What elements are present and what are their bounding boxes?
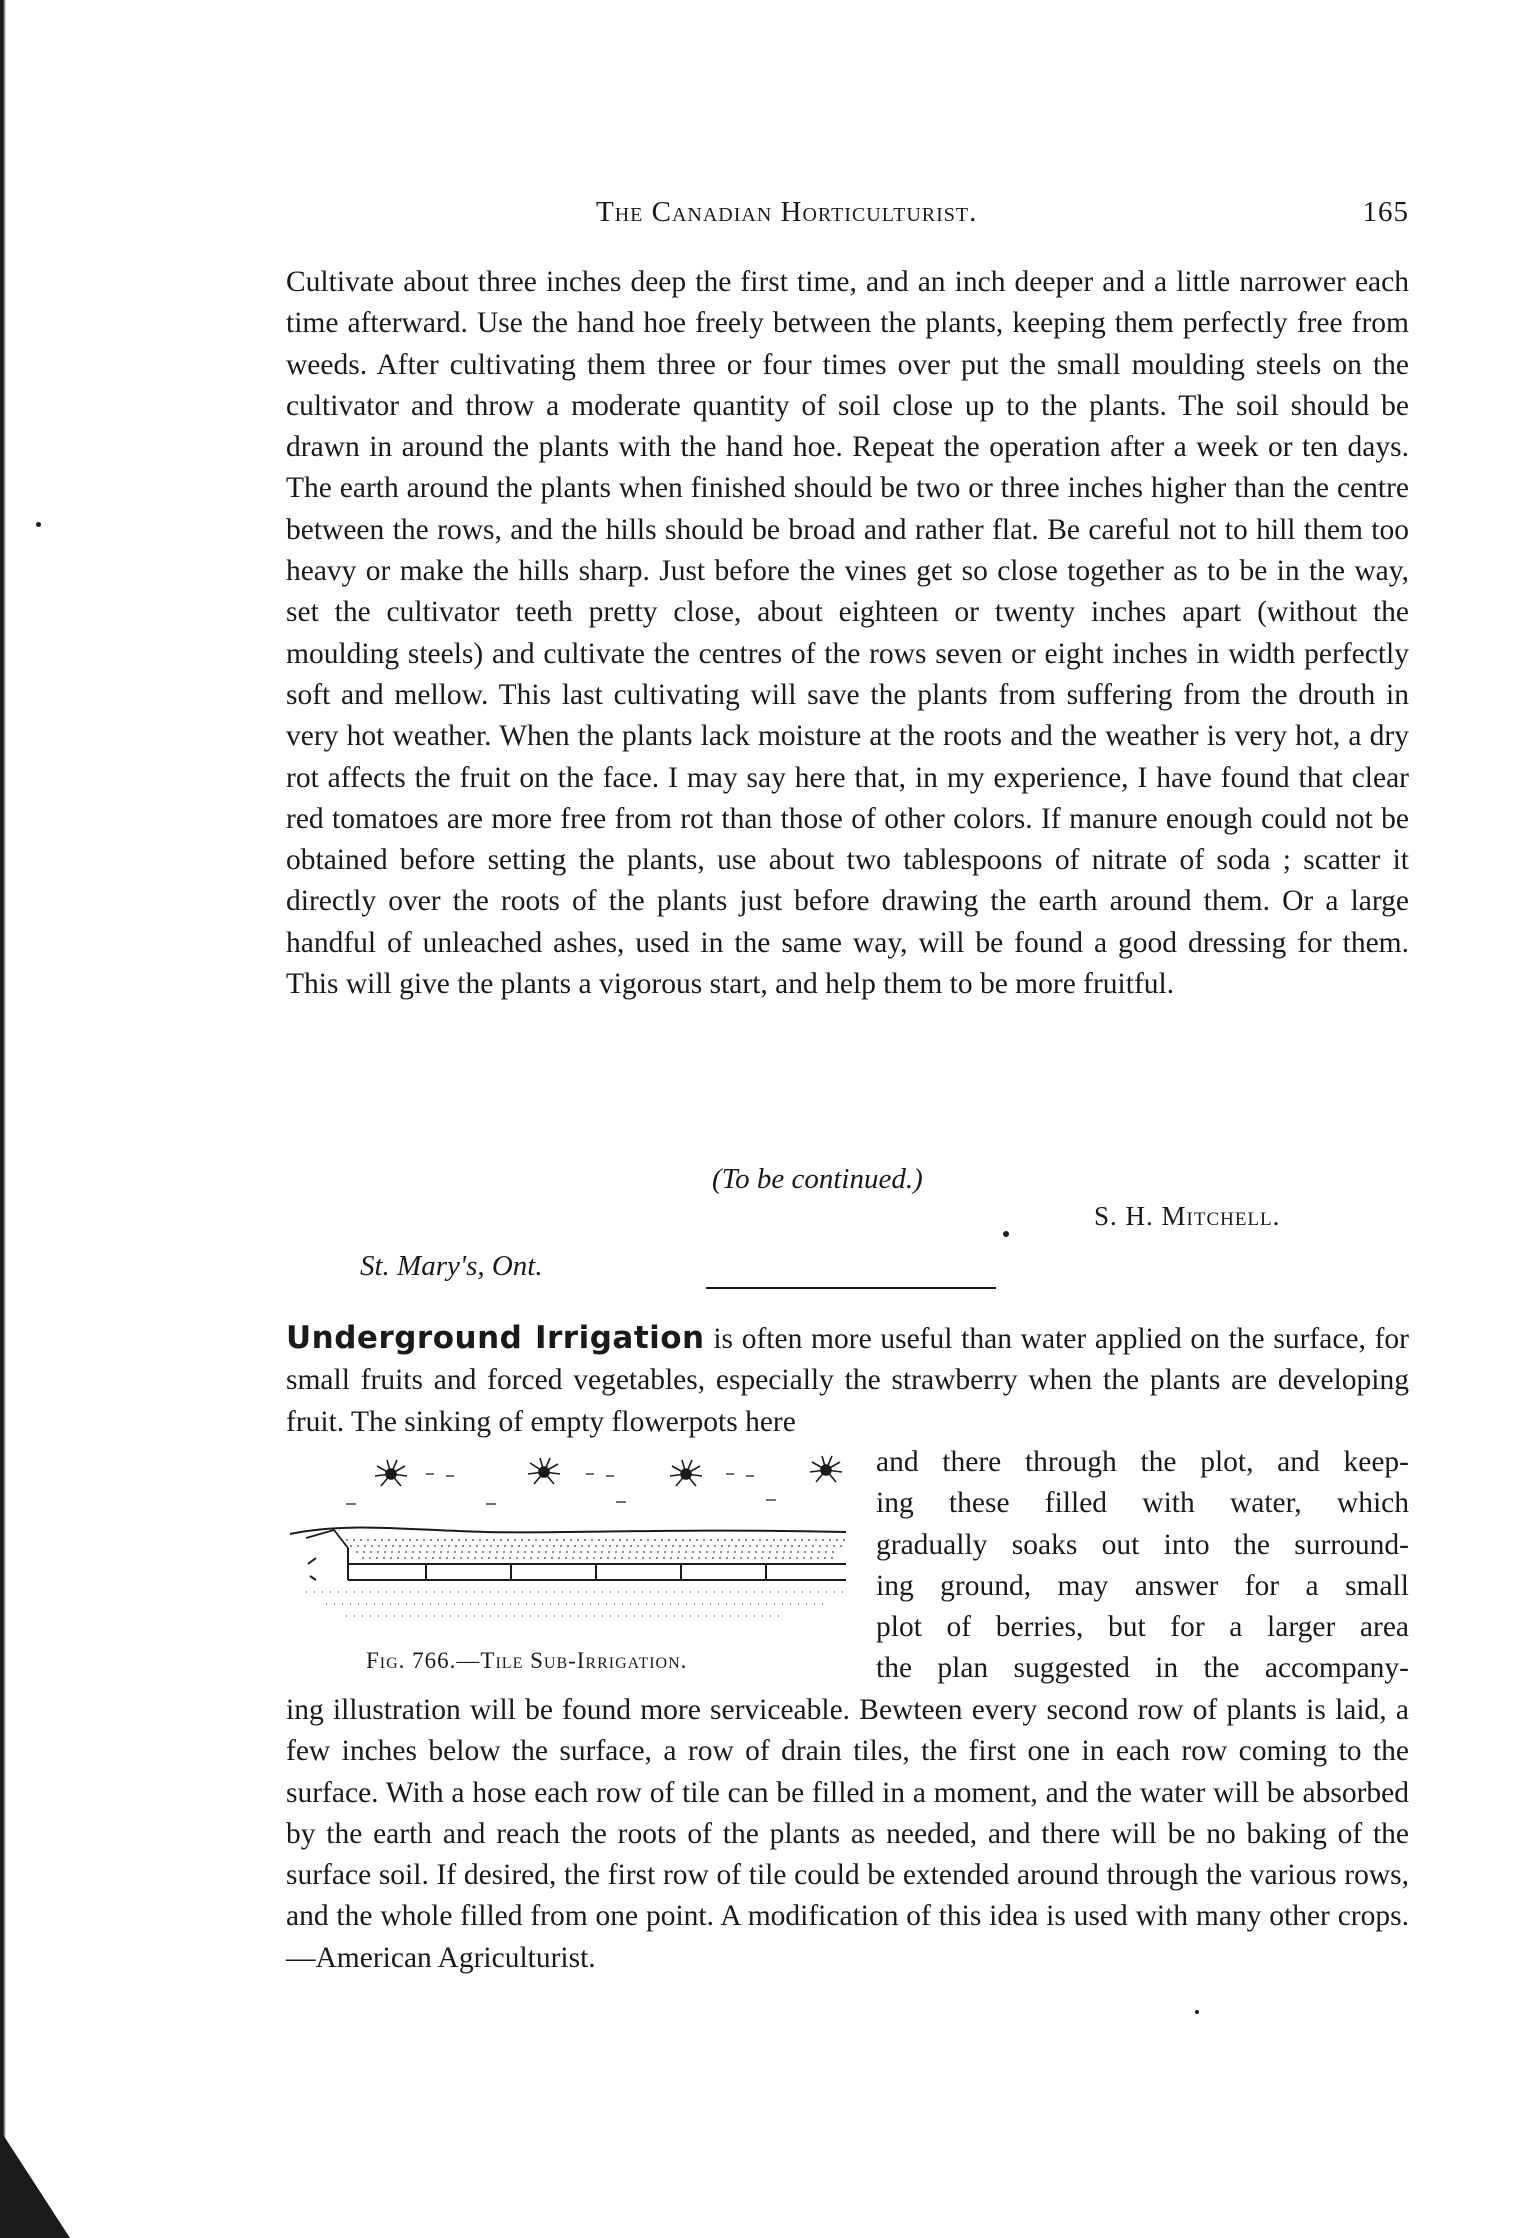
journal-title: The Canadian Horticulturist. xyxy=(596,196,978,228)
article-body-cultivation: Cultivate about three inches deep the first time, and an inch deeper and a little narrower each time afterward. Use the hand hoe freely between the plants, keeping them perfectly free from weeds. After cultivating them three or four times over put the small moulding steels on the cultivator and throw a moderate quantity of soil close up to the plants. The soil should be drawn in around the plants with the hand hoe. Repeat the operation after a week or ten days. The earth around the plants when finished should be two or three inches higher than the centre between the rows, and the hills should be broad and rather flat. Be careful not to hill them too heavy or make the hills sharp. Just before the vines get so close together as to be in the way, set the cultivator teeth pretty close, about eighteen or twenty inches apart (without the moulding steels) and cultivate the centres of the rows seven or eight inches in width perfectly soft and mellow. This last cultivating will save the plants from suffering from the drouth in very hot weather. When the plants lack moisture at the roots and the weather is very hot, a dry rot affects the fruit on the face. I may say here that, in my experience, I have found that clear red tomatoes are more free from rot than those of other colors. If manure enough could not be obtained before setting the plants, use about two tablespoons of nitrate of soda ; scatter it directly over the roots of the plants just before drawing the earth around them. Or a large handful of unleached ashes, used in the same way, will be found a good dressing for them. This will give the plants a vigorous start, and help them to be more fruitful. xyxy=(286,266,1409,1001)
plant-icon xyxy=(375,1460,407,1486)
wrap-line: the plan suggested in the accompany- xyxy=(876,1652,1409,1685)
wrap-line: and there through the plot, and keep- xyxy=(876,1446,1409,1478)
tile-irrigation-illustration-icon xyxy=(286,1452,866,1624)
plant-icon xyxy=(670,1460,702,1486)
wrap-line: plot of berries, but for a larger area xyxy=(876,1611,1409,1644)
irrigation-intro-text: is often more useful than water applied on the surface, for small fruits and forced vegetables, especially the strawberry when the plants are developing fruit. The sinking of empty flowerpots here xyxy=(286,1323,1409,1438)
plant-icon xyxy=(810,1456,842,1482)
section-divider xyxy=(706,1287,996,1289)
irrigation-wrap-text xyxy=(876,1442,1409,1690)
wrap-line: ing ground, may answer for a small xyxy=(876,1569,1409,1602)
ink-speck xyxy=(1195,2010,1199,2014)
plant-icon xyxy=(528,1458,560,1484)
page-number: 165 xyxy=(1362,196,1409,228)
irrigation-body: ing illustration will be found more serviceable. Bewteen every second row of plants is laid, a few inches below the surface, a row of drain tiles, the first one in each row coming to the surface. With a hose each row of tile can be filled in a moment, and the water will be absorbed by the earth and reach the roots of the plants as needed, and there will be no baking of the surface soil. If desired, the first row of tile could be extended around through the various rows, and the whole filled from one point. A modification of this idea is used with many other crops.—American Agriculturist. xyxy=(286,1694,1409,1974)
tile-irrigation-figure xyxy=(286,1452,866,1624)
ink-speck xyxy=(36,522,41,527)
running-header xyxy=(284,196,1409,236)
author-signature: S. H. Mitchell. xyxy=(1094,1201,1281,1231)
ink-speck xyxy=(1003,1231,1009,1237)
figure-caption: Fig. 766.—Tile Sub-Irrigation. xyxy=(366,1648,688,1673)
irrigation-intro xyxy=(286,1318,1409,1443)
page-binding-corner xyxy=(0,2130,70,2238)
continued-note: (To be continued.) xyxy=(712,1163,923,1195)
author-location: St. Mary's, Ont. xyxy=(360,1250,543,1282)
irrigation-heading: Underground Irrigation xyxy=(286,1320,705,1356)
wrap-line: ing these filled with water, which xyxy=(876,1487,1409,1520)
page-binding-edge xyxy=(0,0,6,2238)
wrap-line: gradually soaks out into the surround- xyxy=(876,1528,1409,1561)
